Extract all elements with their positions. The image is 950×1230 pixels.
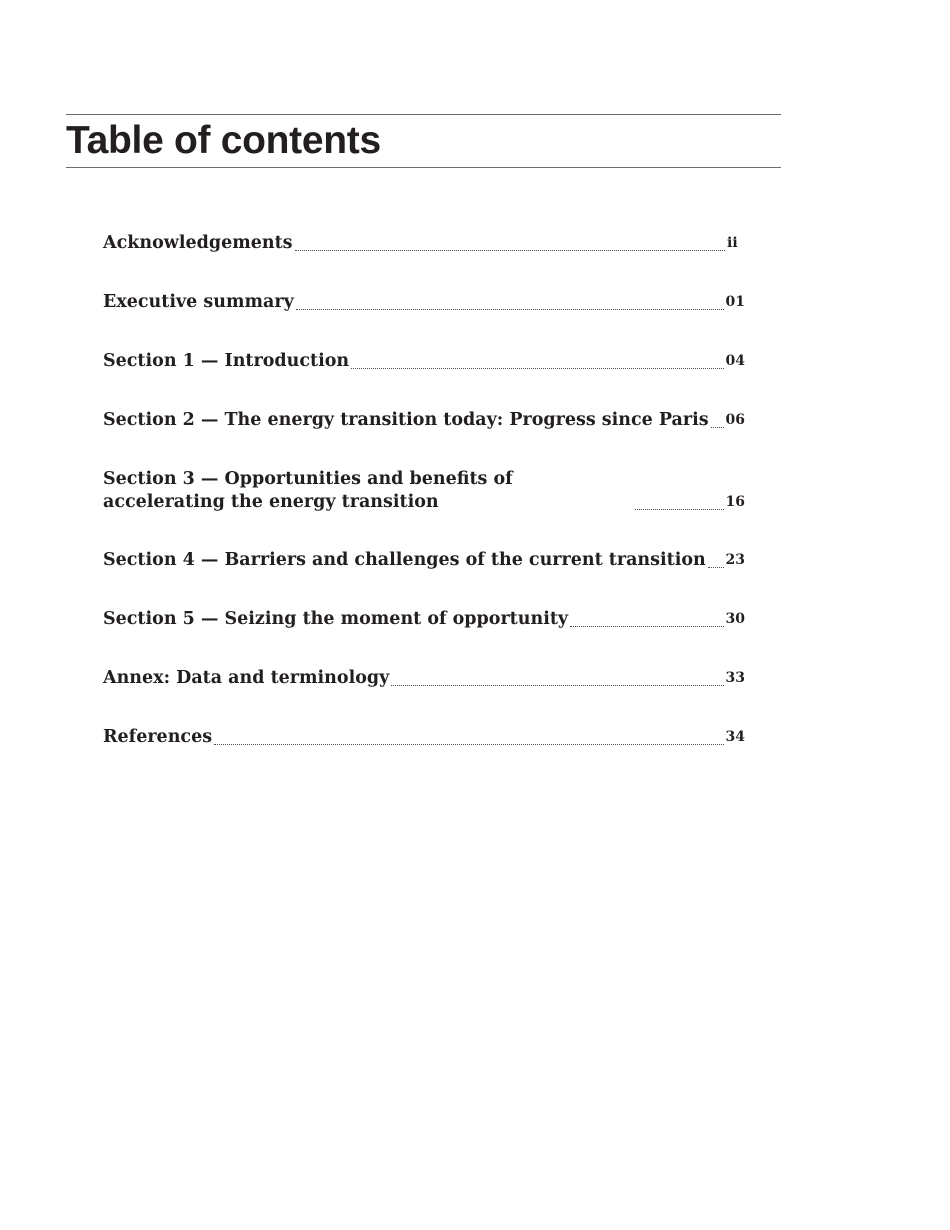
toc-entry-page-number: 33 — [725, 670, 745, 686]
toc-entry-title: Acknowledgements — [103, 233, 293, 253]
title-block — [66, 114, 781, 168]
dot-leader — [711, 426, 724, 428]
dot-leader — [214, 743, 723, 745]
toc-entry-section-4[interactable] — [103, 549, 745, 572]
dot-leader — [295, 249, 725, 251]
dot-leader — [296, 308, 724, 310]
toc-entry-title: Section 5 — Seizing the moment of opportunity — [103, 609, 569, 629]
toc-entry-page-number: 30 — [725, 611, 745, 627]
page-title: Table of contents — [66, 119, 381, 162]
toc-entry-page-number: 06 — [725, 412, 745, 428]
toc-entry-annex[interactable] — [103, 667, 745, 690]
toc-entry-page-number: ii — [727, 235, 738, 251]
dot-leader — [708, 566, 724, 568]
toc-entry-title: Executive summary — [103, 292, 294, 312]
toc-entry-title: Section 3 — Opportunities and benefits of accelerating the energy transition — [103, 469, 513, 512]
toc-entry-title: Section 2 — The energy transition today: Progress since Paris — [103, 410, 709, 430]
toc-entry-page-number: 23 — [725, 552, 745, 568]
toc-entry-page-number: 04 — [725, 353, 745, 369]
toc-entry-references[interactable] — [103, 726, 745, 749]
toc-entry-acknowledgements[interactable] — [103, 232, 745, 255]
toc-entry-title: Section 1 — Introduction — [103, 351, 350, 371]
dot-leader — [351, 367, 723, 369]
toc-entry-section-2[interactable] — [103, 409, 745, 432]
toc-entry-section-1[interactable] — [103, 350, 745, 373]
toc-entry-section-3[interactable] — [103, 468, 745, 514]
dot-leader — [570, 625, 723, 627]
toc-entry-page-number: 34 — [725, 729, 745, 745]
toc-entry-title: Annex: Data and terminology — [103, 668, 390, 688]
dot-leader — [635, 508, 724, 510]
toc-entry-section-5[interactable] — [103, 608, 745, 631]
toc-entry-executive-summary[interactable] — [103, 291, 745, 314]
toc-entry-page-number: 01 — [725, 294, 745, 310]
toc-entry-title: Section 4 — Barriers and challenges of the current transition — [103, 550, 706, 570]
dot-leader — [391, 684, 723, 686]
toc-entry-title: References — [103, 727, 213, 747]
toc-entry-page-number: 16 — [725, 494, 745, 510]
toc-list — [103, 232, 745, 785]
